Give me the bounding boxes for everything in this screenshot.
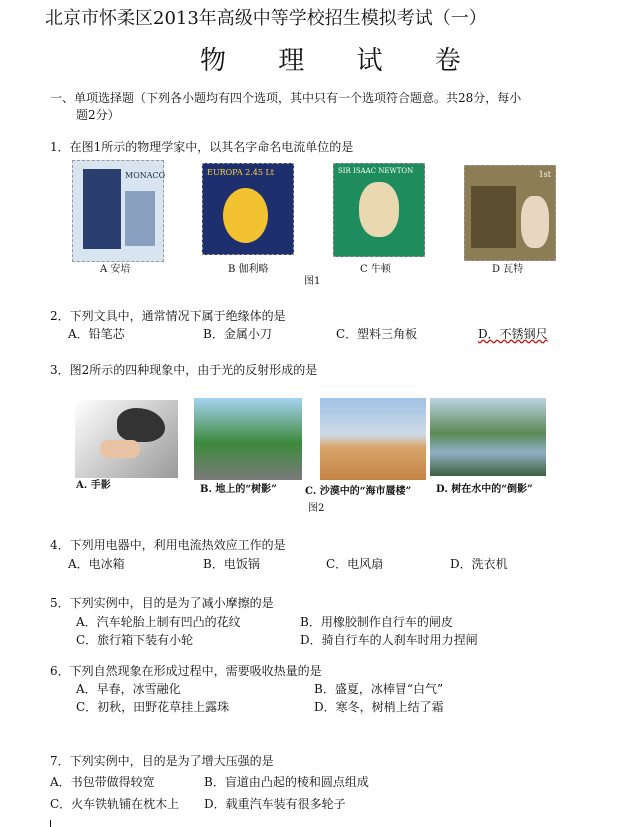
q7-option-c: C．火车铁轨铺在枕木上 <box>50 797 180 811</box>
stamp-ampere <box>72 160 164 262</box>
stamp-diagram <box>125 191 155 246</box>
q7-option-b: B．盲道由凸起的棱和圆点组成 <box>204 775 369 789</box>
subject-title: 物 理 试 卷 <box>200 46 483 76</box>
q2-option-a: A．铅笔芯 <box>68 327 125 341</box>
stamp-text: SIR ISAAC NEWTON <box>338 167 414 175</box>
section-intro-line1: 一、单项选择题（下列各小题均有四个选项，其中只有一个选项符合题意。共28分，每小 <box>50 91 522 105</box>
q4-option-b: B．电饭锅 <box>203 557 260 571</box>
question-2-stem: 2．下列文具中，通常情况下属于绝缘体的是 <box>50 309 286 323</box>
q5-option-d: D．骑自行车的人刹车时用力捏闸 <box>300 633 478 647</box>
stamp-text: 1st <box>538 170 551 179</box>
q6-option-c: C．初秋，田野花草挂上露珠 <box>76 700 230 714</box>
newton-portrait <box>359 182 399 237</box>
q6-option-b: B．盛夏，冰棒冒“白气” <box>314 682 444 696</box>
q2-option-d: D．不锈钢尺 <box>478 327 548 341</box>
photo-hand-shadow <box>75 400 178 478</box>
hand-shape <box>100 440 140 458</box>
q2-option-b: B．金属小刀 <box>203 327 272 341</box>
figure-2-label: 图2 <box>308 503 325 514</box>
stamp-text: EUROPA 2.45 Lt <box>207 168 275 177</box>
watt-portrait <box>521 196 549 248</box>
galileo-portrait <box>223 188 268 243</box>
stamp-caption-a: A 安培 <box>100 264 131 275</box>
q5-option-b: B．用橡胶制作自行车的闸皮 <box>300 615 453 629</box>
photo-tree-shadow <box>194 398 302 480</box>
q3-caption-b: B. 地上的“树影” <box>200 484 277 495</box>
question-1-stem: 1．在图1所示的物理学家中，以其名字命名电流单位的是 <box>50 140 354 154</box>
q3-caption-d: D. 树在水中的“倒影” <box>436 484 533 495</box>
stamp-caption-c: C 牛顿 <box>360 264 391 275</box>
section-intro-line2: 题2分） <box>76 108 120 122</box>
q3-caption-a: A. 手影 <box>76 480 111 491</box>
stamp-newton <box>333 163 425 257</box>
exam-title: 北京市怀柔区2013年高级中等学校招生模拟考试（一） <box>45 8 487 29</box>
q5-option-c: C．旅行箱下装有小轮 <box>76 633 194 647</box>
text-cursor <box>50 820 51 827</box>
question-4-stem: 4．下列用电器中，利用电流热效应工作的是 <box>50 538 286 552</box>
stamp-galileo <box>202 163 294 255</box>
stamp-watt <box>464 165 556 261</box>
stamp-text: MONACO <box>125 171 166 180</box>
q3-caption-c: C. 沙漠中的“海市蜃楼” <box>305 486 412 497</box>
stamp-caption-b: B 伽利略 <box>228 264 269 275</box>
shadow-shape <box>117 408 165 442</box>
question-3-stem: 3．图2所示的四种现象中，由于光的反射形成的是 <box>50 363 318 377</box>
steam-engine <box>471 186 516 248</box>
stamp-caption-d: D 瓦特 <box>492 264 524 275</box>
figure-1-label: 图1 <box>304 276 321 287</box>
q5-option-a: A．汽车轮胎上制有凹凸的花纹 <box>76 615 241 629</box>
ampere-portrait <box>83 169 121 249</box>
q6-option-a: A．早春，冰雪融化 <box>76 682 181 696</box>
q7-option-a: A．书包带做得较宽 <box>50 775 155 789</box>
q4-option-c: C．电风扇 <box>326 557 384 571</box>
q2-option-c: C．塑料三角板 <box>336 327 418 341</box>
photo-mirage <box>320 398 426 480</box>
question-7-stem: 7．下列实例中，目的是为了增大压强的是 <box>50 754 274 768</box>
q4-option-a: A．电冰箱 <box>68 557 125 571</box>
q6-option-d: D．寒冬，树梢上结了霜 <box>314 700 444 714</box>
question-6-stem: 6．下列自然现象在形成过程中，需要吸收热量的是 <box>50 664 322 678</box>
question-5-stem: 5．下列实例中，目的是为了减小摩擦的是 <box>50 596 274 610</box>
photo-reflection <box>430 398 546 476</box>
q4-option-d: D．洗衣机 <box>450 557 508 571</box>
q7-option-d: D．载重汽车装有很多轮子 <box>204 797 346 811</box>
